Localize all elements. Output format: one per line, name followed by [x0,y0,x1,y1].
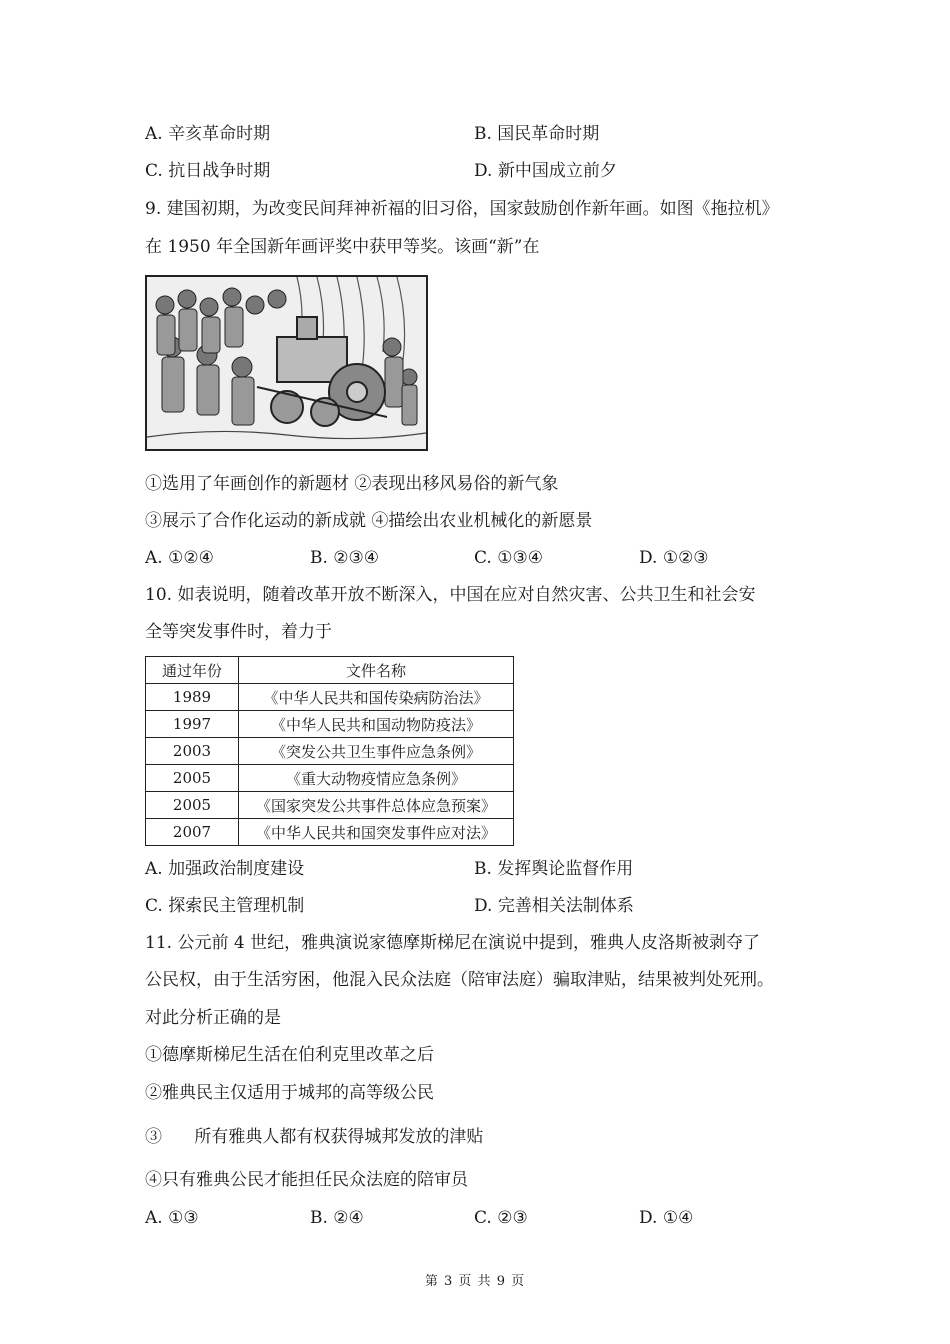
q11-stem-line1: 11. 公元前 4 世纪，雅典演说家德摩斯梯尼在演说中提到，雅典人皮洛斯被剥夺了 [145,933,761,953]
table-row [146,684,514,711]
q9-option-c: C. ①③④ [474,548,543,568]
q8-option-d: D. 新中国成立前夕 [474,161,617,181]
page-footer: 第 3 页 共 9 页 [424,1274,526,1289]
q10-option-d: D. 完善相关法制体系 [474,896,634,916]
document-cell: 《中华人民共和国突发事件应对法》 [239,819,514,846]
table-row [146,819,514,846]
year-cell: 1997 [146,711,239,738]
table-row [146,792,514,819]
q10-stem-line2: 全等突发事件时，着力于 [145,622,332,642]
q10-option-c: C. 探索民主管理机制 [145,896,305,916]
document-cell: 《中华人民共和国动物防疫法》 [239,711,514,738]
document-cell: 《中华人民共和国传染病防治法》 [239,684,514,711]
q11-statement-2: ②雅典民主仅适用于城邦的高等级公民 [145,1083,434,1103]
q10-stem-line1: 10. 如表说明，随着改革开放不断深入，中国在应对自然灾害、公共卫生和社会安 [145,585,756,605]
q8-option-b: B. 国民革命时期 [474,124,600,144]
q9-statements-line1: ①选用了年画创作的新题材 ②表现出移风易俗的新气象 [145,474,559,494]
table-row [146,765,514,792]
document-cell: 《突发公共卫生事件应急条例》 [239,738,514,765]
year-cell: 1989 [146,684,239,711]
q9-stem-line1: 9. 建国初期，为改变民间拜神祈福的旧习俗，国家鼓励创作新年画。如图《拖拉机》 [145,199,779,219]
year-cell: 2003 [146,738,239,765]
q9-statements-line2: ③展示了合作化运动的新成就 ④描绘出农业机械化的新愿景 [145,511,593,531]
tractor-painting-illustration [147,277,426,449]
q11-option-c: C. ②③ [474,1208,528,1228]
year-cell: 2007 [146,819,239,846]
q9-option-b: B. ②③④ [310,548,380,568]
table-row [146,738,514,765]
table-row [146,711,514,738]
year-cell: 2005 [146,765,239,792]
q8-option-a: A. 辛亥革命时期 [145,124,271,144]
laws-table [145,656,514,846]
q11-option-d: D. ①④ [639,1208,694,1228]
q10-option-a: A. 加强政治制度建设 [145,859,305,879]
q9-option-d: D. ①②③ [639,548,709,568]
q8-option-c: C. 抗日战争时期 [145,161,271,181]
year-cell: 2005 [146,792,239,819]
q11-option-a: A. ①③ [145,1208,199,1228]
header-year: 通过年份 [146,657,239,684]
table-header-row [146,657,514,684]
q11-statement-3: ③ 所有雅典人都有权获得城邦发放的津贴 [145,1127,484,1147]
q11-stem-line3: 对此分析正确的是 [145,1008,281,1028]
document-cell: 《国家突发公共事件总体应急预案》 [239,792,514,819]
q9-stem-line2: 在 1950 年全国新年画评奖中获甲等奖。该画“新”在 [145,237,540,257]
q11-statement-1: ①德摩斯梯尼生活在伯利克里改革之后 [145,1045,434,1065]
q11-stem-line2: 公民权，由于生活穷困，他混入民众法庭（陪审法庭）骗取津贴，结果被判处死刑。 [145,970,774,990]
q9-option-a: A. ①②④ [145,548,214,568]
document-cell: 《重大动物疫情应急条例》 [239,765,514,792]
tractor-painting-image [145,275,428,451]
q11-option-b: B. ②④ [310,1208,364,1228]
q10-option-b: B. 发挥舆论监督作用 [474,859,634,879]
q11-statement-4: ④只有雅典公民才能担任民众法庭的陪审员 [145,1170,468,1190]
header-document: 文件名称 [239,657,514,684]
